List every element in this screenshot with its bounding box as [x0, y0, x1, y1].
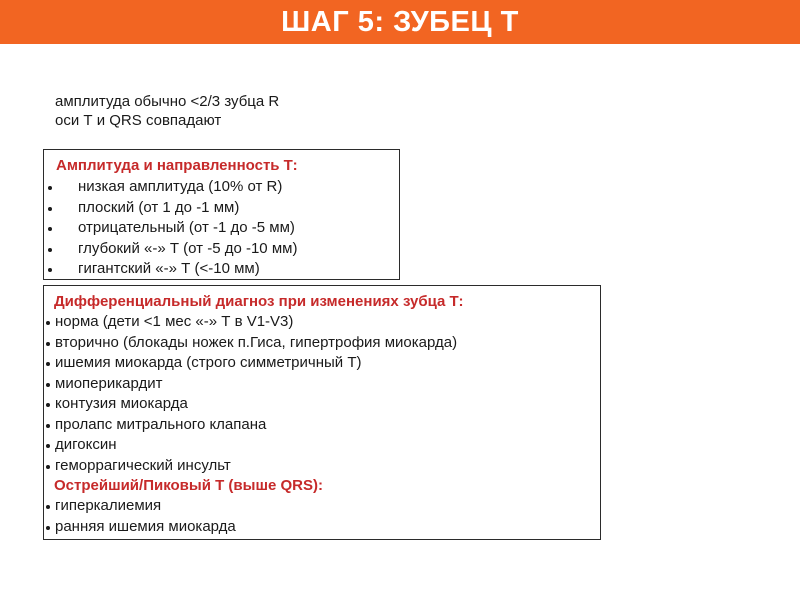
list-item: плоский (от 1 до -1 мм) — [56, 198, 399, 219]
list-item: норма (дети <1 мес «-» Т в V1-V3) — [54, 312, 600, 333]
list-item: вторично (блокады ножек п.Гиса, гипертрофия миокарда) — [54, 333, 600, 354]
peak-t-heading: Острейший/Пиковый Т (выше QRS): — [54, 477, 323, 494]
diagnosis-list — [54, 312, 600, 476]
intro-line: амплитуда обычно <2/3 зубца R — [55, 93, 280, 110]
amplitude-box — [43, 149, 400, 280]
list-item: ишемия миокарда (строго симметричный Т) — [54, 353, 600, 374]
list-item: глубокий «-» Т (от -5 до -10 мм) — [56, 239, 399, 260]
peak-t-list — [54, 496, 600, 537]
list-item: гигантский «-» Т (<-10 мм) — [56, 259, 399, 280]
list-item: дигоксин — [54, 435, 600, 456]
list-item: низкая амплитуда (10% от R) — [56, 177, 399, 198]
diagnosis-box — [43, 285, 601, 540]
intro-line: оси Т и QRS совпадают — [55, 112, 222, 129]
list-item: геморрагический инсульт — [54, 456, 600, 477]
list-item: ранняя ишемия миокарда — [54, 517, 600, 538]
list-item: гиперкалиемия — [54, 496, 600, 517]
intro-text — [55, 92, 279, 130]
list-item: миоперикардит — [54, 374, 600, 395]
list-item: отрицательный (от -1 до -5 мм) — [56, 218, 399, 239]
amplitude-heading: Амплитуда и направленность Т: — [56, 157, 298, 174]
amplitude-list — [56, 177, 399, 280]
slide-title: ШАГ 5: ЗУБЕЦ Т — [281, 6, 519, 38]
diagnosis-heading: Дифференциальный диагноз при изменениях зубца Т: — [54, 293, 464, 310]
list-item: пролапс митрального клапана — [54, 415, 600, 436]
list-item: контузия миокарда — [54, 394, 600, 415]
